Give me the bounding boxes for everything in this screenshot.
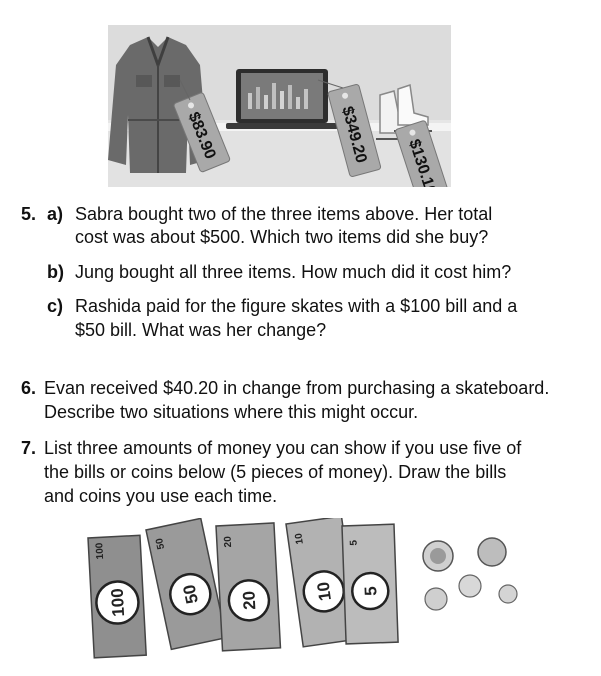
laptop-price: $349.20 [338,104,370,165]
q5a-line2: cost was about $500. Which two items did she buy? [75,227,489,247]
laptop-image [226,69,338,129]
q5a-line1: Sabra bought two of the three items above. Her total [75,204,493,224]
bill-10-value: 10 [313,580,335,603]
items-photo [108,25,451,187]
q5c-line1: Rashida paid for the figure skates with a $100 bill and a [75,296,518,316]
coin-dime [499,585,517,603]
q5-number: 5. [21,204,37,224]
q7-line3: and coins you use each time. [44,486,278,506]
q7-number: 7. [21,438,37,458]
q5c-label: c) [47,296,64,316]
bill-5-value: 5 [361,585,381,597]
bill-50-corner: 50 [154,537,168,551]
coins-illustration [420,536,530,626]
skates-price: $130.10 [405,137,440,187]
q6-line2: Describe two situations where this might occur. [44,402,419,422]
bill-50 [146,518,226,649]
bill-100-value: 100 [107,587,129,618]
bill-50-value: 50 [179,582,203,606]
bill-5-corner: 5 [348,539,360,546]
bill-100 [88,535,146,658]
bill-20 [216,523,280,651]
bills-illustration [80,518,410,668]
coin-nickel [425,588,447,610]
q5b-line1: Jung bought all three items. How much did it cost him? [75,262,512,282]
q5b-label: b) [47,262,64,282]
q5a-label: a) [47,204,64,224]
coin-loonie [478,538,506,566]
q7-line2: the bills or coins below (5 pieces of money). Draw the bills [44,462,507,482]
bill-10-corner: 10 [293,532,306,545]
q5c-line2: $50 bill. What was her change? [75,320,327,340]
bill-5 [342,524,398,644]
bill-20-value: 20 [239,590,260,611]
coin-quarter [459,575,481,597]
jacket-price: $83.90 [184,109,219,162]
q6-number: 6. [21,378,37,398]
q6-line1: Evan received $40.20 in change from purchasing a skateboard. [44,378,550,398]
bill-20-corner: 20 [222,535,235,548]
q7-line1: List three amounts of money you can show if you use five of [44,438,522,458]
bill-100-corner: 100 [94,542,107,560]
